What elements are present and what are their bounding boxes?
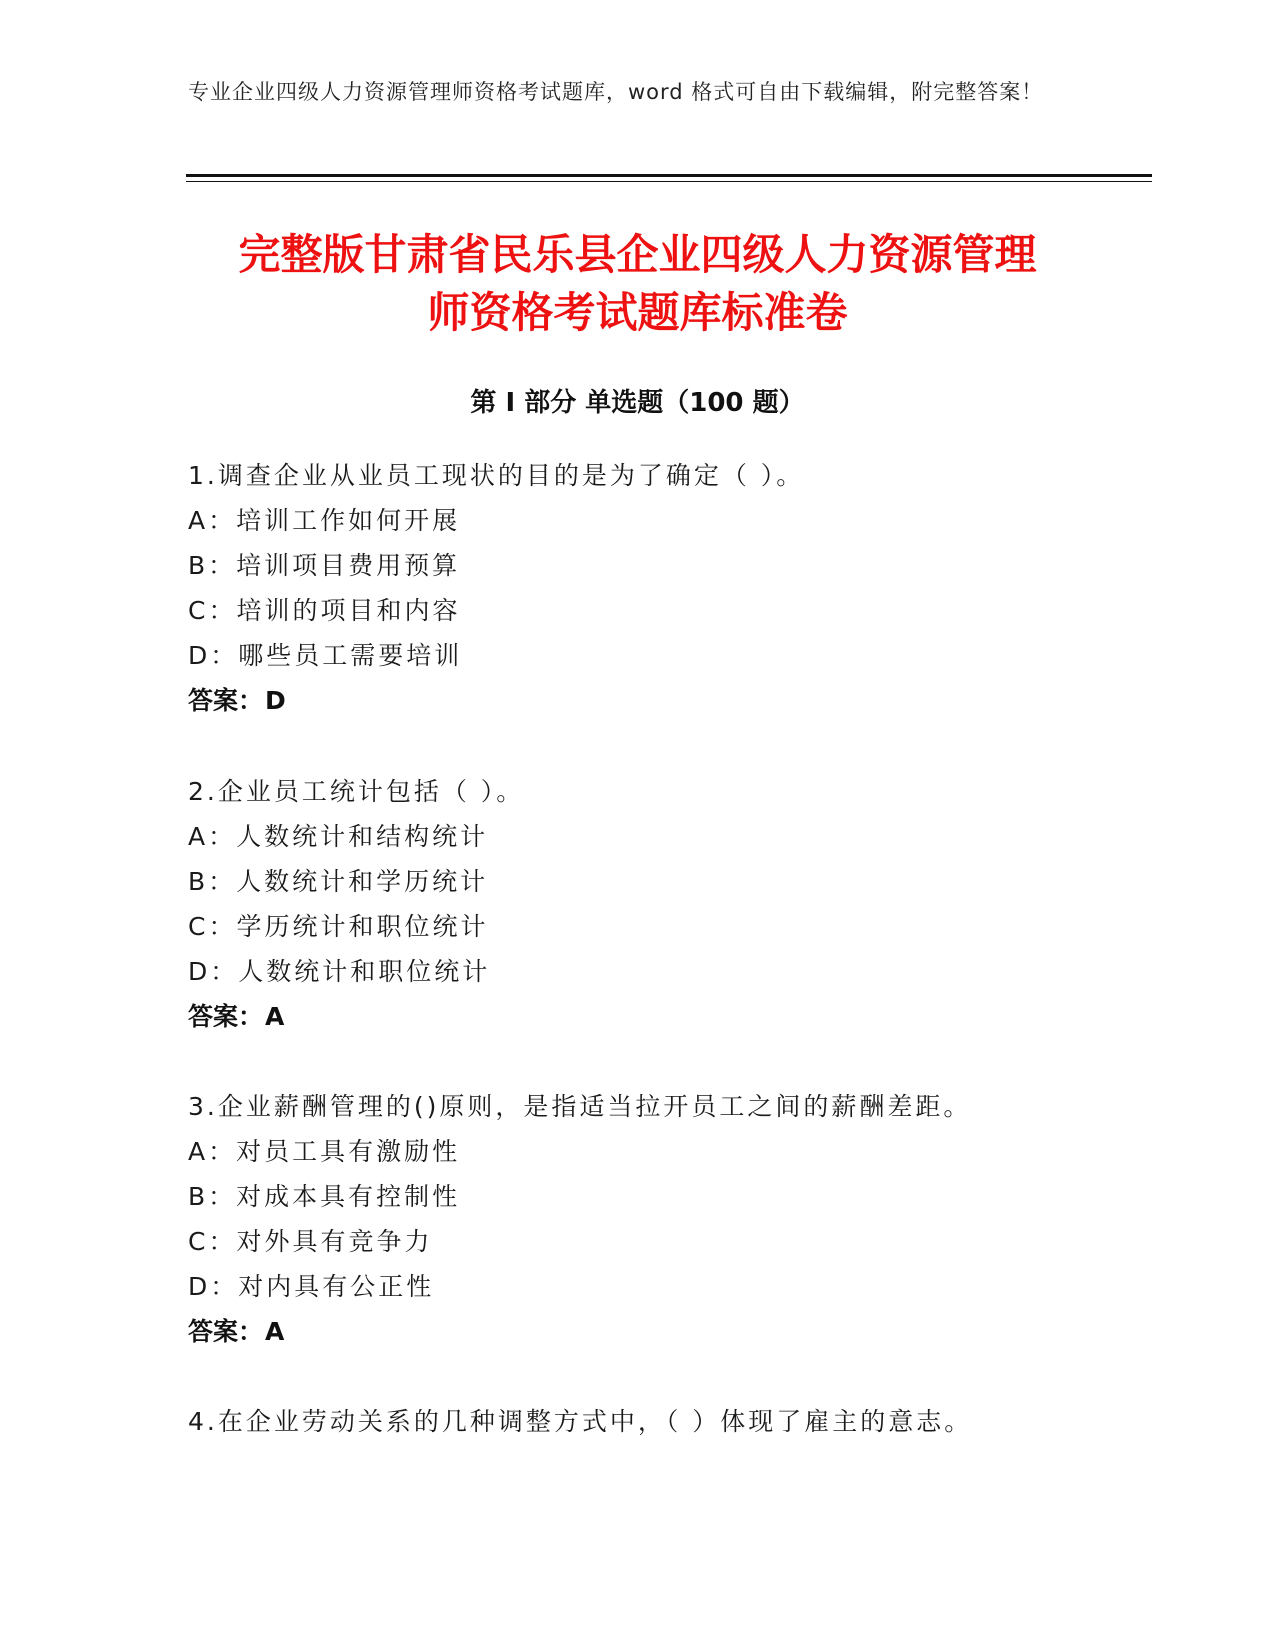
- answer-line: [188, 1309, 1148, 1354]
- answer-label: 答案：: [188, 1002, 264, 1031]
- option-c: C：培训的项目和内容: [188, 596, 461, 625]
- option-d: D：对内具有公正性: [188, 1272, 435, 1301]
- question-stem: 2.企业员工统计包括（ ）。: [188, 777, 525, 806]
- question-3: [188, 1084, 1148, 1354]
- option-b: B：人数统计和学历统计: [188, 867, 489, 896]
- option-a: A：培训工作如何开展: [188, 506, 461, 535]
- option-a: A：人数统计和结构统计: [188, 822, 489, 851]
- option-b: B：对成本具有控制性: [188, 1182, 461, 1211]
- option-b: B：培训项目费用预算: [188, 551, 461, 580]
- option-c: C：学历统计和职位统计: [188, 912, 489, 941]
- header-rule-thin: [186, 181, 1152, 182]
- header-rule-thick: [186, 174, 1152, 177]
- document-title-line-1: 完整版甘肃省民乐县企业四级人力资源管理: [238, 230, 1037, 279]
- answer-value: D: [265, 686, 286, 715]
- question-4: [188, 1399, 1148, 1444]
- section-title: 第 I 部分 单选题（100 题）: [470, 388, 805, 418]
- answer-value: A: [265, 1317, 285, 1346]
- question-stem: 1.调查企业从业员工现状的目的是为了确定（ ）。: [188, 461, 805, 490]
- answer-label: 答案：: [188, 686, 264, 715]
- answer-label: 答案：: [188, 1317, 264, 1346]
- question-2: [188, 769, 1148, 1039]
- header-note: 专业企业四级人力资源管理师资格考试题库，word 格式可自由下载编辑，附完整答案！: [188, 80, 1044, 104]
- question-stem: 4.在企业劳动关系的几种调整方式中，（ ）体现了雇主的意志。: [188, 1407, 973, 1436]
- question-1: [188, 453, 1148, 723]
- option-a: A：对员工具有激励性: [188, 1137, 461, 1166]
- answer-line: [188, 994, 1148, 1039]
- question-stem: 3.企业薪酬管理的()原则，是指适当拉开员工之间的薪酬差距。: [188, 1092, 972, 1121]
- option-d: D：人数统计和职位统计: [188, 957, 491, 986]
- document-title-line-2: 师资格考试题库标准卷: [427, 288, 848, 337]
- answer-line: [188, 678, 1148, 723]
- document-title: [160, 226, 1115, 342]
- option-d: D：哪些员工需要培训: [188, 641, 463, 670]
- option-c: C：对外具有竞争力: [188, 1227, 433, 1256]
- answer-value: A: [265, 1002, 285, 1031]
